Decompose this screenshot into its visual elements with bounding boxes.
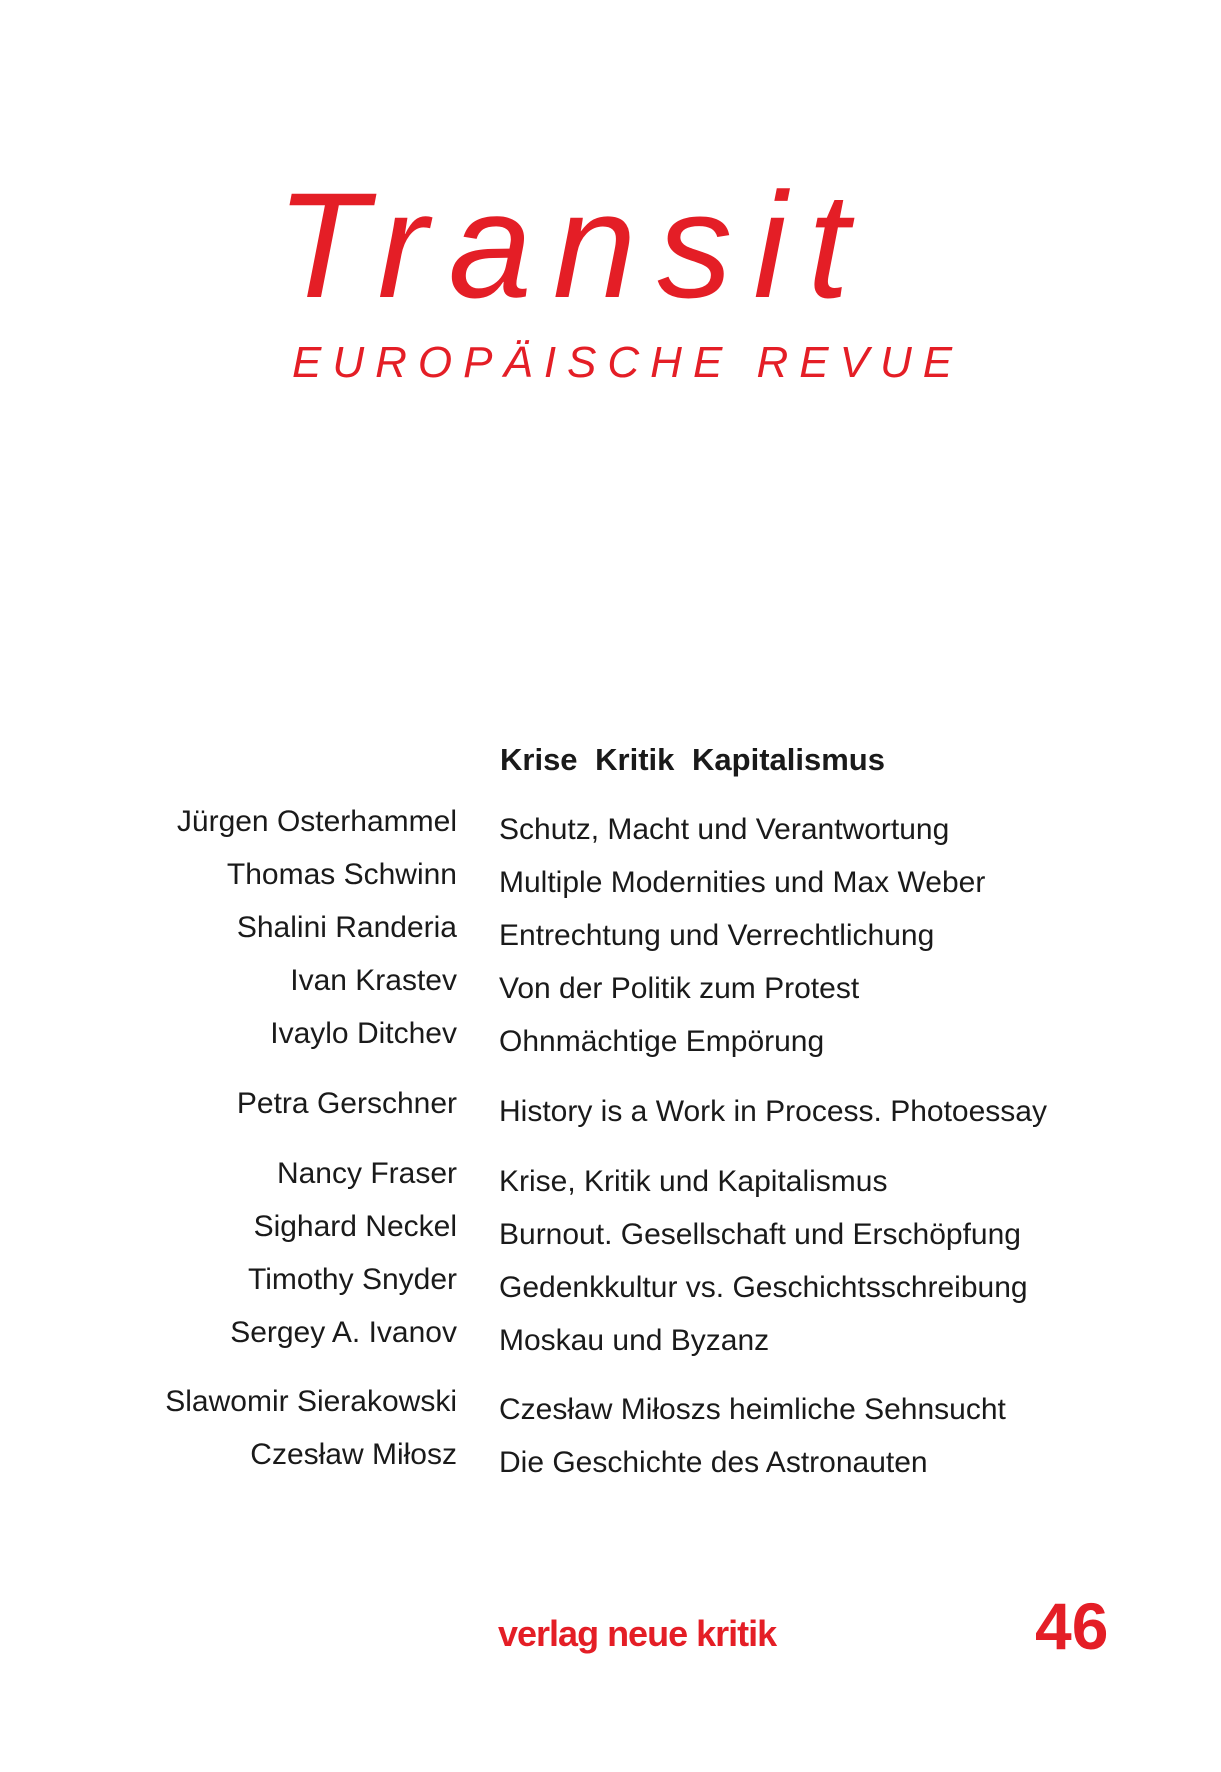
toc-entry: [0, 1382, 1221, 1426]
toc-author: Thomas Schwinn: [226, 858, 457, 891]
toc-entry: [0, 961, 1221, 1005]
toc-entry: [0, 855, 1221, 899]
toc-entry: [0, 1260, 1221, 1304]
toc-title: Multiple Modernities und Max Weber: [499, 866, 986, 899]
toc-entry: [0, 1084, 1221, 1128]
toc-title: Die Geschichte des Astronauten: [499, 1446, 928, 1479]
toc-entry: [0, 1207, 1221, 1251]
toc-author: Shalini Randeria: [236, 911, 457, 944]
toc-author: Sighard Neckel: [253, 1210, 457, 1243]
toc-author: Czesław Miłosz: [250, 1438, 457, 1471]
toc-title: Burnout. Gesellschaft und Erschöpfung: [499, 1218, 1021, 1251]
issue-number: 46: [1035, 1589, 1109, 1663]
toc-entry: [0, 1014, 1221, 1058]
toc-author: Sergey A. Ivanov: [230, 1316, 457, 1349]
journal-subtitle: EUROPÄISCHE REVUE: [292, 338, 964, 387]
toc-author: Timothy Snyder: [248, 1263, 457, 1296]
toc-title: Schutz, Macht und Verantwortung: [499, 813, 950, 846]
toc-title: Gedenkkultur vs. Geschichtsschreibung: [499, 1271, 1028, 1304]
issue-theme: Krise Kritik Kapitalismus: [500, 742, 885, 777]
toc-entry: [0, 1313, 1221, 1357]
toc-title: Von der Politik zum Protest: [499, 972, 860, 1005]
toc-title: Krise, Kritik und Kapitalismus: [499, 1165, 888, 1198]
toc-author: Slawomir Sierakowski: [165, 1385, 457, 1418]
toc-author: Petra Gerschner: [236, 1087, 457, 1120]
toc-author: Jürgen Osterhammel: [176, 805, 457, 838]
toc-title: Ohnmächtige Empörung: [499, 1025, 825, 1058]
toc-entry: [0, 802, 1221, 846]
toc-title: Entrechtung und Verrechtlichung: [499, 919, 935, 952]
toc-entry: [0, 908, 1221, 952]
toc-title: Moskau und Byzanz: [499, 1324, 770, 1357]
toc-author: Ivan Krastev: [290, 964, 457, 997]
journal-title: Transit: [276, 161, 871, 329]
toc-title: Czesław Miłoszs heimliche Sehnsucht: [499, 1393, 1006, 1426]
toc-entry: [0, 1435, 1221, 1479]
toc-title: History is a Work in Process. Photoessay: [499, 1095, 1047, 1128]
toc-author: Ivaylo Ditchev: [270, 1017, 457, 1050]
toc-entry: [0, 1154, 1221, 1198]
toc-author: Nancy Fraser: [276, 1157, 457, 1190]
publisher-name: verlag neue kritik: [498, 1613, 777, 1654]
